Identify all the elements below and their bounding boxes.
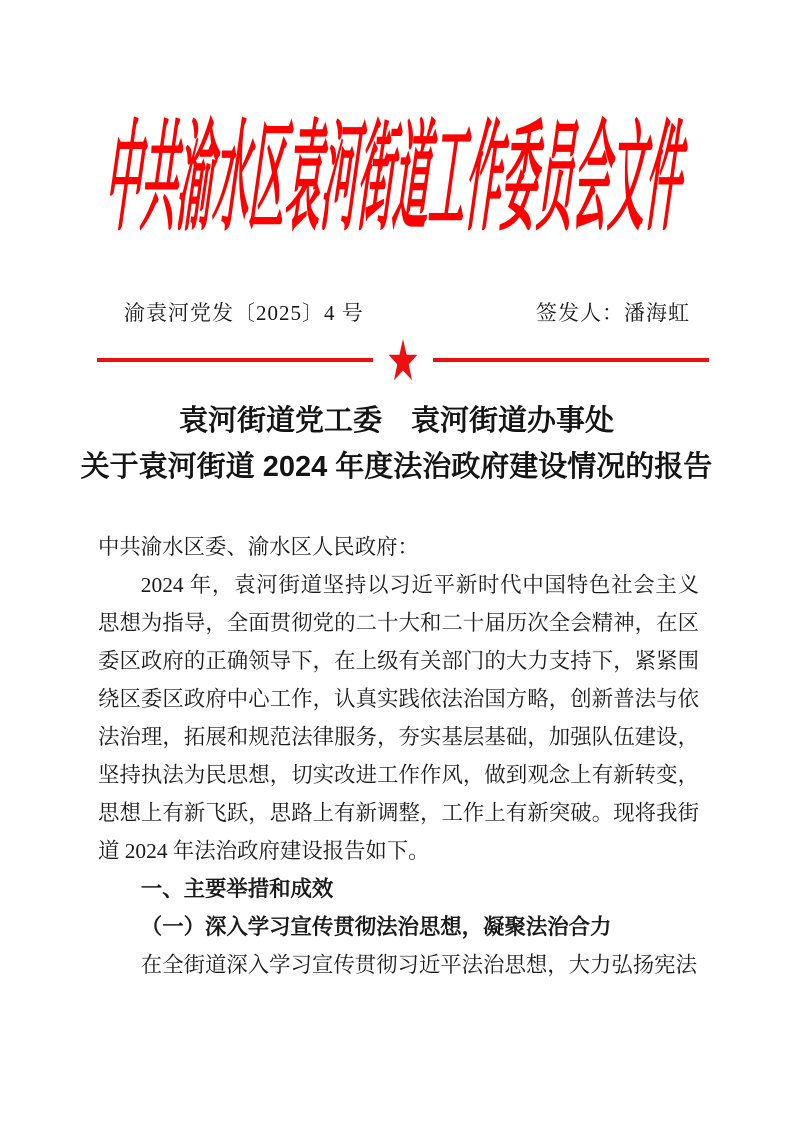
banner-title: 中共渝水区袁河街道工作委员会文件 <box>99 112 694 245</box>
document-body <box>98 528 699 984</box>
star-icon <box>388 338 418 382</box>
document-title-line1: 袁河街道党工委 袁河街道办事处 <box>178 405 614 437</box>
signer: 签发人：潘海虹 <box>536 301 690 325</box>
document-title-line2: 关于袁河街道 2024 年度法治政府建设情况的报告 <box>80 451 713 483</box>
document-title <box>0 398 793 490</box>
subsection-heading-1-1: （一）深入学习宣传贯彻法治思想，凝聚法治合力 <box>140 915 612 939</box>
red-header-banner <box>0 100 793 258</box>
body-paragraph-2: 在全街道深入学习宣传贯彻习近平法治思想，大力弘扬宪法 <box>140 953 697 977</box>
document-meta-row <box>98 297 698 327</box>
document-number: 渝袁河党发〔2025〕4 号 <box>124 301 364 325</box>
body-paragraph-1: 2024 年，袁河街道坚持以习近平新时代中国特色社会主义思想为指导，全面贯彻党的二十大和二十届历次全会精神，在区委区政府的正确领导下，在上级有关部门的大力支持下，紧紧围绕区委区政府中心工作，认真实践依法治国方略，创新普法与依法治理，拓展和规范法律服务，夯实基层基础，加强队伍建设，坚持执法为民思想，切实改进工作作风，做到观念上有新转变，思想上有新飞跃，思路上有新调整，工作上有新突破。现将我街道 2024 年法治政府建设报告如下。 <box>98 573 699 863</box>
salutation: 中共渝水区委、渝水区人民政府： <box>98 535 419 559</box>
red-rule-left <box>97 358 373 362</box>
red-rule-right <box>433 358 709 362</box>
section-heading-1: 一、主要举措和成效 <box>140 877 334 901</box>
red-separator <box>97 338 709 382</box>
